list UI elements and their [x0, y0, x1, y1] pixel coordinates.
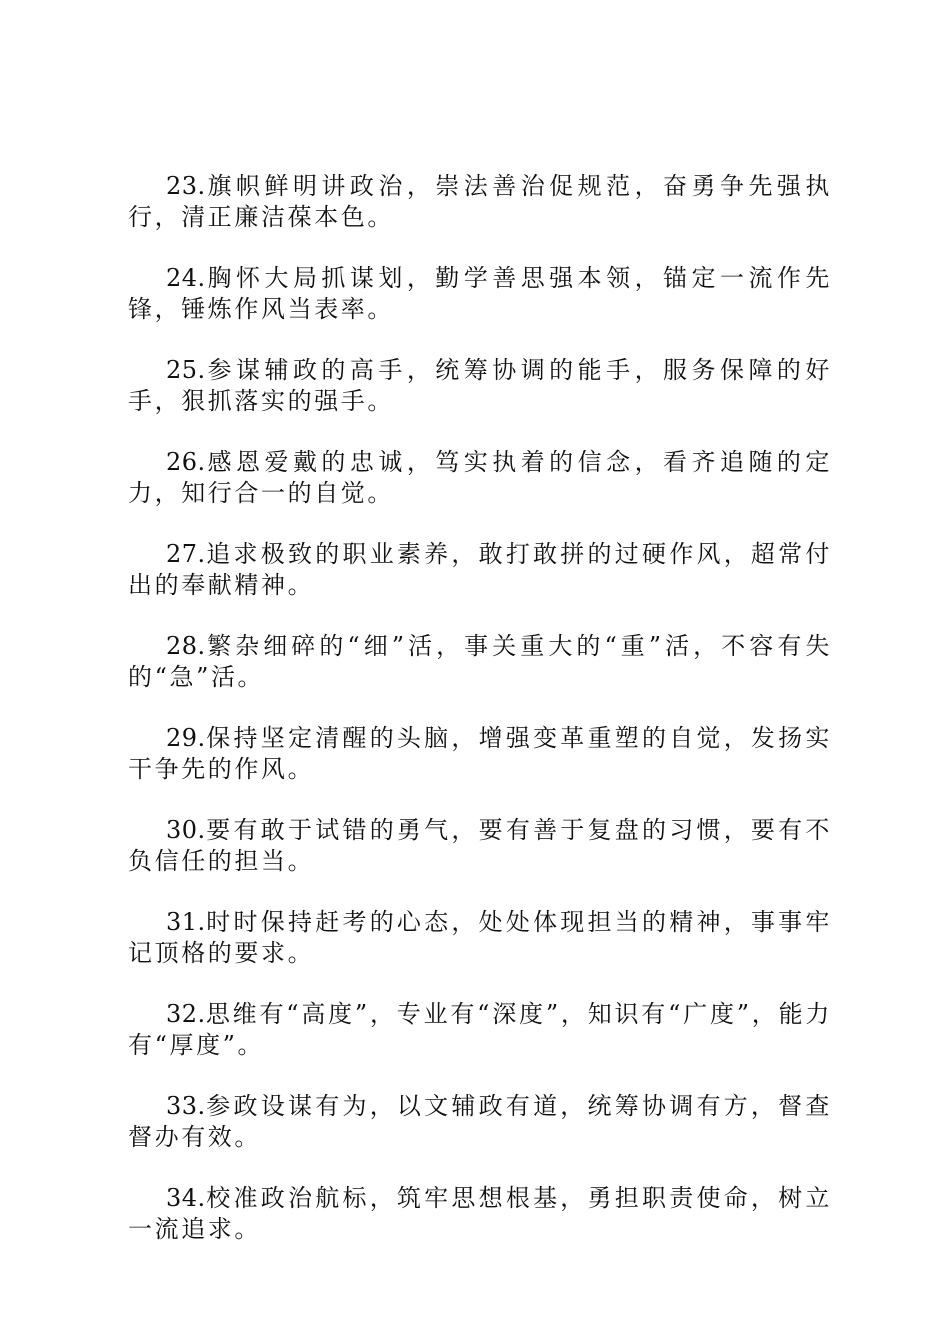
list-item	[128, 815, 832, 877]
list-item	[128, 1091, 832, 1153]
list-item	[128, 631, 832, 693]
document-body	[128, 171, 832, 1275]
item-text: 保持坚定清醒的头脑，增强变革重塑的自觉，发扬实干争先的作风。	[128, 724, 832, 783]
item-number: 24.	[166, 264, 206, 292]
item-number: 27.	[166, 540, 206, 568]
list-item	[128, 355, 832, 417]
item-number: 29.	[166, 724, 206, 752]
list-item	[128, 171, 832, 233]
item-text: 参政设谋有为，以文辅政有道，统筹协调有方，督查督办有效。	[128, 1092, 832, 1151]
list-item	[128, 263, 832, 325]
item-number: 31.	[166, 908, 206, 936]
item-number: 32.	[166, 1000, 206, 1028]
item-text: 感恩爱戴的忠诚，笃实执着的信念，看齐追随的定力，知行合一的自觉。	[128, 448, 832, 507]
item-number: 34.	[166, 1184, 206, 1212]
item-text: 要有敢于试错的勇气，要有善于复盘的习惯，要有不负信任的担当。	[128, 816, 832, 875]
list-item	[128, 447, 832, 509]
list-item	[128, 907, 832, 969]
item-number: 25.	[166, 356, 206, 384]
item-number: 28.	[166, 632, 206, 660]
item-number: 30.	[166, 816, 206, 844]
item-number: 23.	[166, 172, 206, 200]
item-text: 思维有“高度”，专业有“深度”，知识有“广度”，能力有“厚度”。	[128, 1000, 832, 1059]
list-item	[128, 999, 832, 1061]
item-text: 校准政治航标，筑牢思想根基，勇担职责使命，树立一流追求。	[128, 1184, 832, 1243]
item-number: 33.	[166, 1092, 206, 1120]
list-item	[128, 1183, 832, 1245]
item-text: 旗帜鲜明讲政治，崇法善治促规范，奋勇争先强执行，清正廉洁葆本色。	[128, 172, 832, 231]
item-text: 时时保持赶考的心态，处处体现担当的精神，事事牢记顶格的要求。	[128, 908, 832, 967]
item-number: 26.	[166, 448, 206, 476]
item-text: 参谋辅政的高手，统筹协调的能手，服务保障的好手，狠抓落实的强手。	[128, 356, 832, 415]
item-text: 胸怀大局抓谋划，勤学善思强本领，锚定一流作先锋，锤炼作风当表率。	[128, 264, 832, 323]
item-text: 繁杂细碎的“细”活，事关重大的“重”活，不容有失的“急”活。	[128, 632, 832, 691]
list-item	[128, 723, 832, 785]
list-item	[128, 539, 832, 601]
item-text: 追求极致的职业素养，敢打敢拼的过硬作风，超常付出的奉献精神。	[128, 540, 832, 599]
